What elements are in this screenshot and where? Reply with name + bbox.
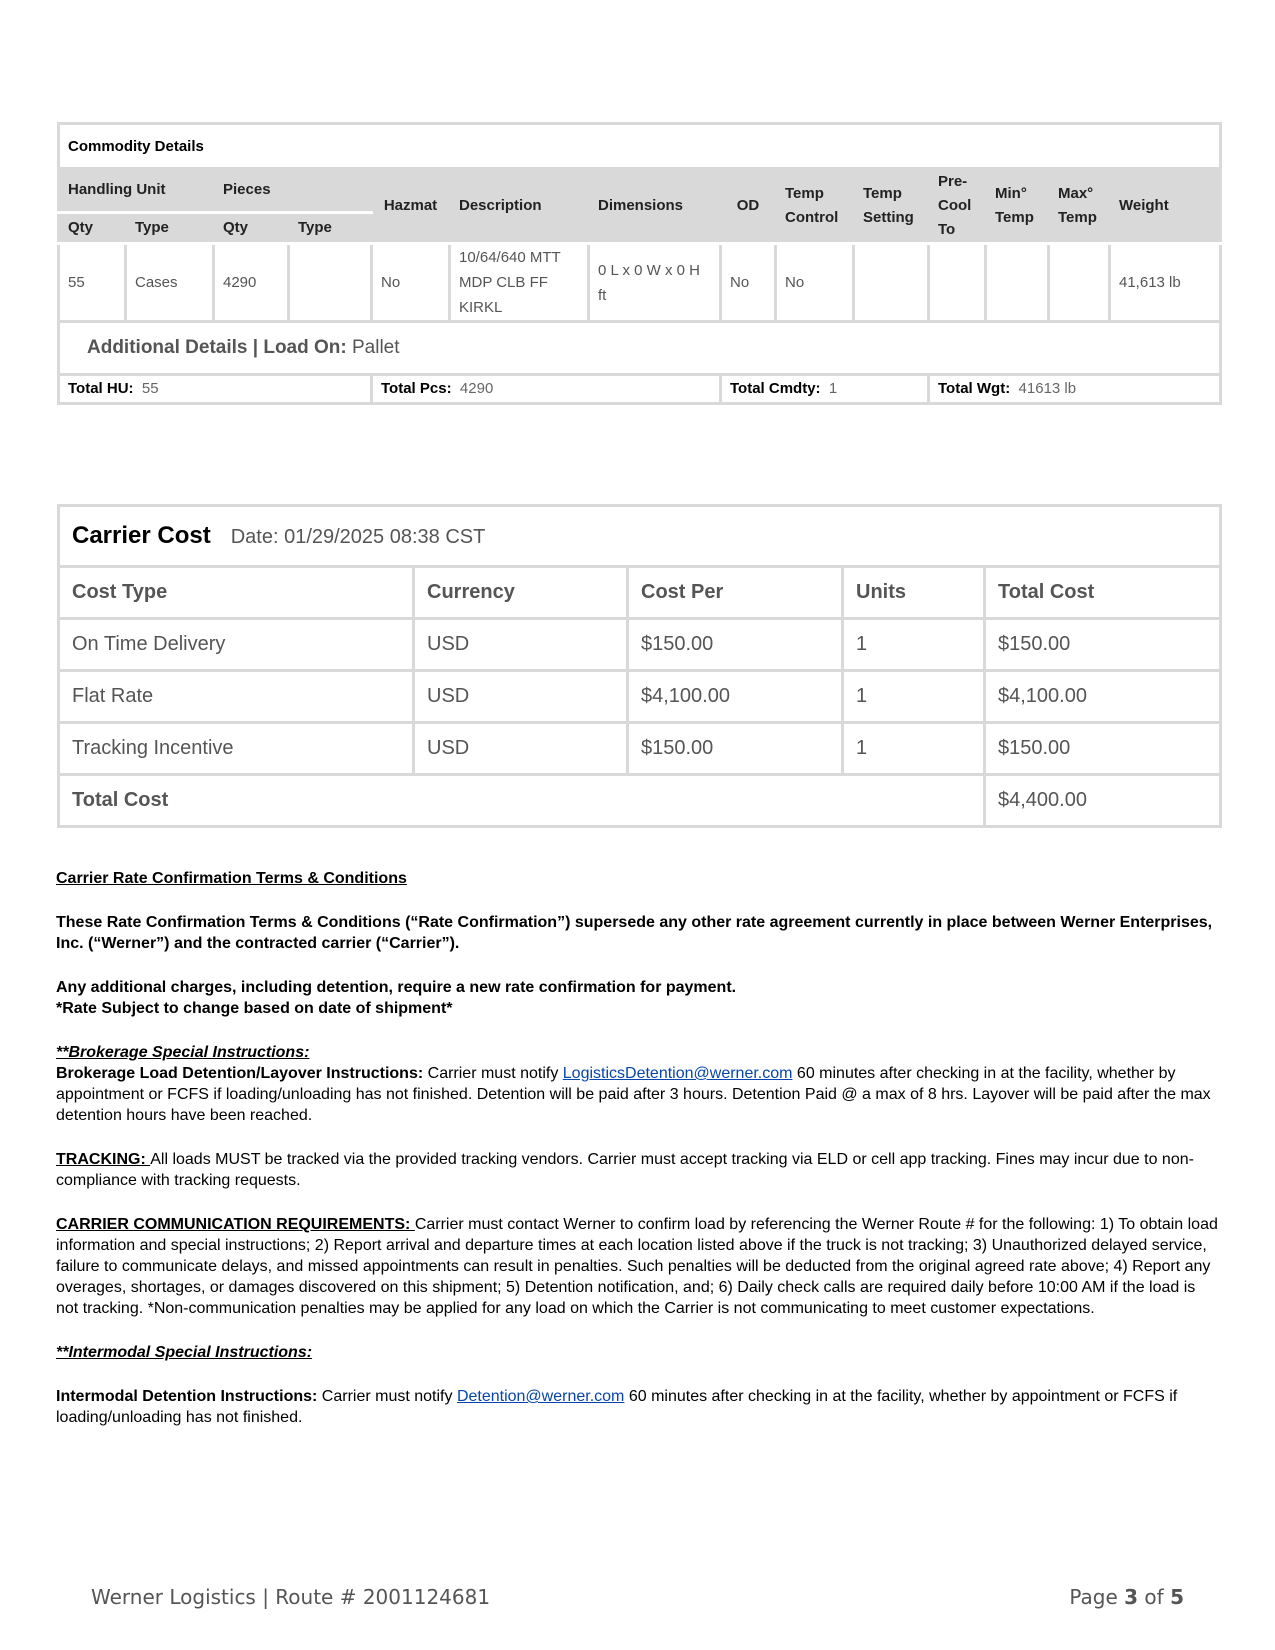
table-row bbox=[59, 619, 1221, 671]
units-cell: 1 bbox=[843, 723, 985, 775]
cost-per-header: Cost Per bbox=[628, 567, 843, 619]
total-cost-row bbox=[59, 775, 1221, 827]
cost-type-cell: Flat Rate bbox=[59, 671, 414, 723]
intermodal-heading: **Intermodal Special Instructions: bbox=[56, 1344, 313, 1361]
pieces-header: Pieces bbox=[214, 169, 372, 213]
brokerage-text-post: 60 minutes after checking in at the facility, whether by appointment or FCFS if loading/unloading has not finished. Detention will be paid after 3 hours. Detention Paid @ a max of 8 hrs. Layover will be paid after the max detention hours have been reached. bbox=[56, 1065, 1211, 1124]
brokerage-paragraph bbox=[56, 1063, 1220, 1126]
max-temp-header: Max° Temp bbox=[1049, 169, 1110, 244]
total-hu-value: 55 bbox=[141, 380, 159, 397]
terms-section bbox=[56, 868, 1220, 1428]
commodity-details-title: Commodity Details bbox=[59, 124, 1221, 169]
tracking-paragraph bbox=[56, 1149, 1220, 1191]
description-cell: 10/64/640 MTT MDP CLB FF KIRKL bbox=[450, 244, 589, 322]
carrier-cost-title: Carrier Cost bbox=[72, 522, 211, 549]
total-pcs-value: 4290 bbox=[459, 380, 494, 397]
pc-qty-header: Qty bbox=[214, 212, 289, 243]
total-cost-value: $4,400.00 bbox=[985, 775, 1221, 827]
tracking-label: TRACKING: bbox=[56, 1151, 151, 1168]
carrier-cost-header bbox=[59, 506, 1221, 567]
brokerage-heading: **Brokerage Special Instructions: bbox=[56, 1044, 310, 1061]
hu-qty-header: Qty bbox=[59, 212, 126, 243]
hu-qty-cell: 55 bbox=[59, 244, 126, 322]
handling-unit-header: Handling Unit bbox=[59, 169, 214, 213]
pre-cool-to-header: Pre-Cool To bbox=[929, 169, 986, 244]
logistics-detention-email-link[interactable]: LogisticsDetention@werner.com bbox=[562, 1065, 793, 1082]
total-pcs bbox=[372, 375, 721, 404]
description-header: Description bbox=[450, 169, 589, 244]
weight-header: Weight bbox=[1110, 169, 1221, 244]
max-temp-cell bbox=[1049, 244, 1110, 322]
page-current: 3 bbox=[1124, 1585, 1139, 1609]
cost-type-cell: Tracking Incentive bbox=[59, 723, 414, 775]
brokerage-label: Brokerage Load Detention/Layover Instructions: bbox=[56, 1065, 424, 1082]
total-cost-cell: $4,100.00 bbox=[985, 671, 1221, 723]
hazmat-header: Hazmat bbox=[372, 169, 450, 244]
intermodal-label: Intermodal Detention Instructions: bbox=[56, 1388, 318, 1405]
units-cell: 1 bbox=[843, 671, 985, 723]
page-total: 5 bbox=[1170, 1585, 1184, 1609]
temp-setting-header: Temp Setting bbox=[854, 169, 929, 244]
communication-label: CARRIER COMMUNICATION REQUIREMENTS: bbox=[56, 1216, 415, 1233]
additional-details-label: Additional Details | Load On: bbox=[87, 337, 347, 358]
temp-control-cell: No bbox=[776, 244, 854, 322]
total-cost-label: Total Cost bbox=[59, 775, 985, 827]
additional-details bbox=[59, 322, 1221, 375]
min-temp-header: Min° Temp bbox=[986, 169, 1049, 244]
currency-cell: USD bbox=[414, 671, 628, 723]
additional-charges-line: Any additional charges, including detention, require a new rate confirmation for payment. bbox=[56, 979, 737, 996]
temp-setting-cell bbox=[854, 244, 929, 322]
footer-route: Werner Logistics | Route # 2001124681 bbox=[91, 1585, 491, 1609]
weight-cell: 41,613 lb bbox=[1110, 244, 1221, 322]
table-row bbox=[59, 723, 1221, 775]
total-cost-cell: $150.00 bbox=[985, 619, 1221, 671]
brokerage-text-pre: Carrier must notify bbox=[423, 1065, 563, 1082]
pc-type-header: Type bbox=[289, 212, 372, 243]
od-header: OD bbox=[721, 169, 776, 244]
pre-cool-to-cell bbox=[929, 244, 986, 322]
currency-cell: USD bbox=[414, 723, 628, 775]
total-wgt bbox=[929, 375, 1221, 404]
carrier-cost-date: Date: 01/29/2025 08:38 CST bbox=[230, 526, 486, 548]
total-cmdty-value: 1 bbox=[828, 380, 838, 397]
terms-heading: Carrier Rate Confirmation Terms & Conditions bbox=[56, 870, 407, 887]
currency-cell: USD bbox=[414, 619, 628, 671]
dimensions-header: Dimensions bbox=[589, 169, 721, 244]
intermodal-paragraph bbox=[56, 1386, 1220, 1428]
intermodal-text-pre: Carrier must notify bbox=[317, 1388, 457, 1405]
rate-subject-line: *Rate Subject to change based on date of shipment* bbox=[56, 1000, 453, 1017]
intermodal-text-post: 60 minutes after checking in at the facility, whether by appointment or FCFS if loading/unloading has not finished. bbox=[56, 1388, 1178, 1426]
cost-type-cell: On Time Delivery bbox=[59, 619, 414, 671]
total-pcs-label: Total Pcs: bbox=[381, 380, 452, 397]
temp-control-header: Temp Control bbox=[776, 169, 854, 244]
cost-per-cell: $150.00 bbox=[628, 723, 843, 775]
total-cmdty bbox=[721, 375, 929, 404]
pc-qty-cell: 4290 bbox=[214, 244, 289, 322]
cost-per-cell: $4,100.00 bbox=[628, 671, 843, 723]
detention-email-link[interactable]: Detention@werner.com bbox=[456, 1388, 625, 1405]
load-on-value: Pallet bbox=[352, 337, 400, 358]
cost-type-header: Cost Type bbox=[59, 567, 414, 619]
total-hu bbox=[59, 375, 372, 404]
min-temp-cell bbox=[986, 244, 1049, 322]
total-hu-label: Total HU: bbox=[68, 380, 134, 397]
units-cell: 1 bbox=[843, 619, 985, 671]
dimensions-cell: 0 L x 0 W x 0 H ft bbox=[589, 244, 721, 322]
hu-type-header: Type bbox=[126, 212, 214, 243]
hu-type-cell: Cases bbox=[126, 244, 214, 322]
footer-page-number bbox=[1069, 1585, 1184, 1609]
total-wgt-label: Total Wgt: bbox=[938, 380, 1011, 397]
supersede-paragraph: These Rate Confirmation Terms & Conditions (“Rate Confirmation”) supersede any other rate agreement currently in place between Werner Enterprises, Inc. (“Werner”) and the contracted carrier (“Carrier”). bbox=[56, 914, 1213, 952]
communication-text: Carrier must contact Werner to confirm load by referencing the Werner Route # for the following: 1) To obtain load information and special instructions; 2) Report arrival and departure times at each location listed above if the truck is not tracking; 3) Unauthorized delayed service, failure to communicate delays, and missed appointments can result in penalties. Such penalties will be deducted from the original agreed rate above; 4) Report any overages, shortages, or damages discovered on this shipment; 5) Detention notification, and; 6) Daily check calls are required daily before 10:00 AM if the load is not tracking. *Non-communication penalties may be applied for any load on which the Carrier is not communicating to meet customer expectations. bbox=[56, 1216, 1218, 1317]
hazmat-cell: No bbox=[372, 244, 450, 322]
cost-header-row bbox=[59, 567, 1221, 619]
pc-type-cell bbox=[289, 244, 372, 322]
units-header: Units bbox=[843, 567, 985, 619]
table-row bbox=[59, 244, 1221, 322]
carrier-cost-table bbox=[57, 504, 1222, 828]
total-wgt-value: 41613 lb bbox=[1018, 380, 1077, 397]
total-cost-cell: $150.00 bbox=[985, 723, 1221, 775]
communication-paragraph bbox=[56, 1214, 1220, 1319]
table-row bbox=[59, 671, 1221, 723]
currency-header: Currency bbox=[414, 567, 628, 619]
commodity-details-table bbox=[57, 122, 1222, 405]
total-cost-header: Total Cost bbox=[985, 567, 1221, 619]
od-cell: No bbox=[721, 244, 776, 322]
tracking-text: All loads MUST be tracked via the provided tracking vendors. Carrier must accept tracking via ELD or cell app tracking. Fines may incur due to non-compliance with tracking requests. bbox=[56, 1151, 1194, 1189]
page-of: of bbox=[1138, 1585, 1171, 1609]
total-cmdty-label: Total Cmdty: bbox=[730, 380, 821, 397]
cost-per-cell: $150.00 bbox=[628, 619, 843, 671]
page-prefix: Page bbox=[1069, 1585, 1125, 1609]
